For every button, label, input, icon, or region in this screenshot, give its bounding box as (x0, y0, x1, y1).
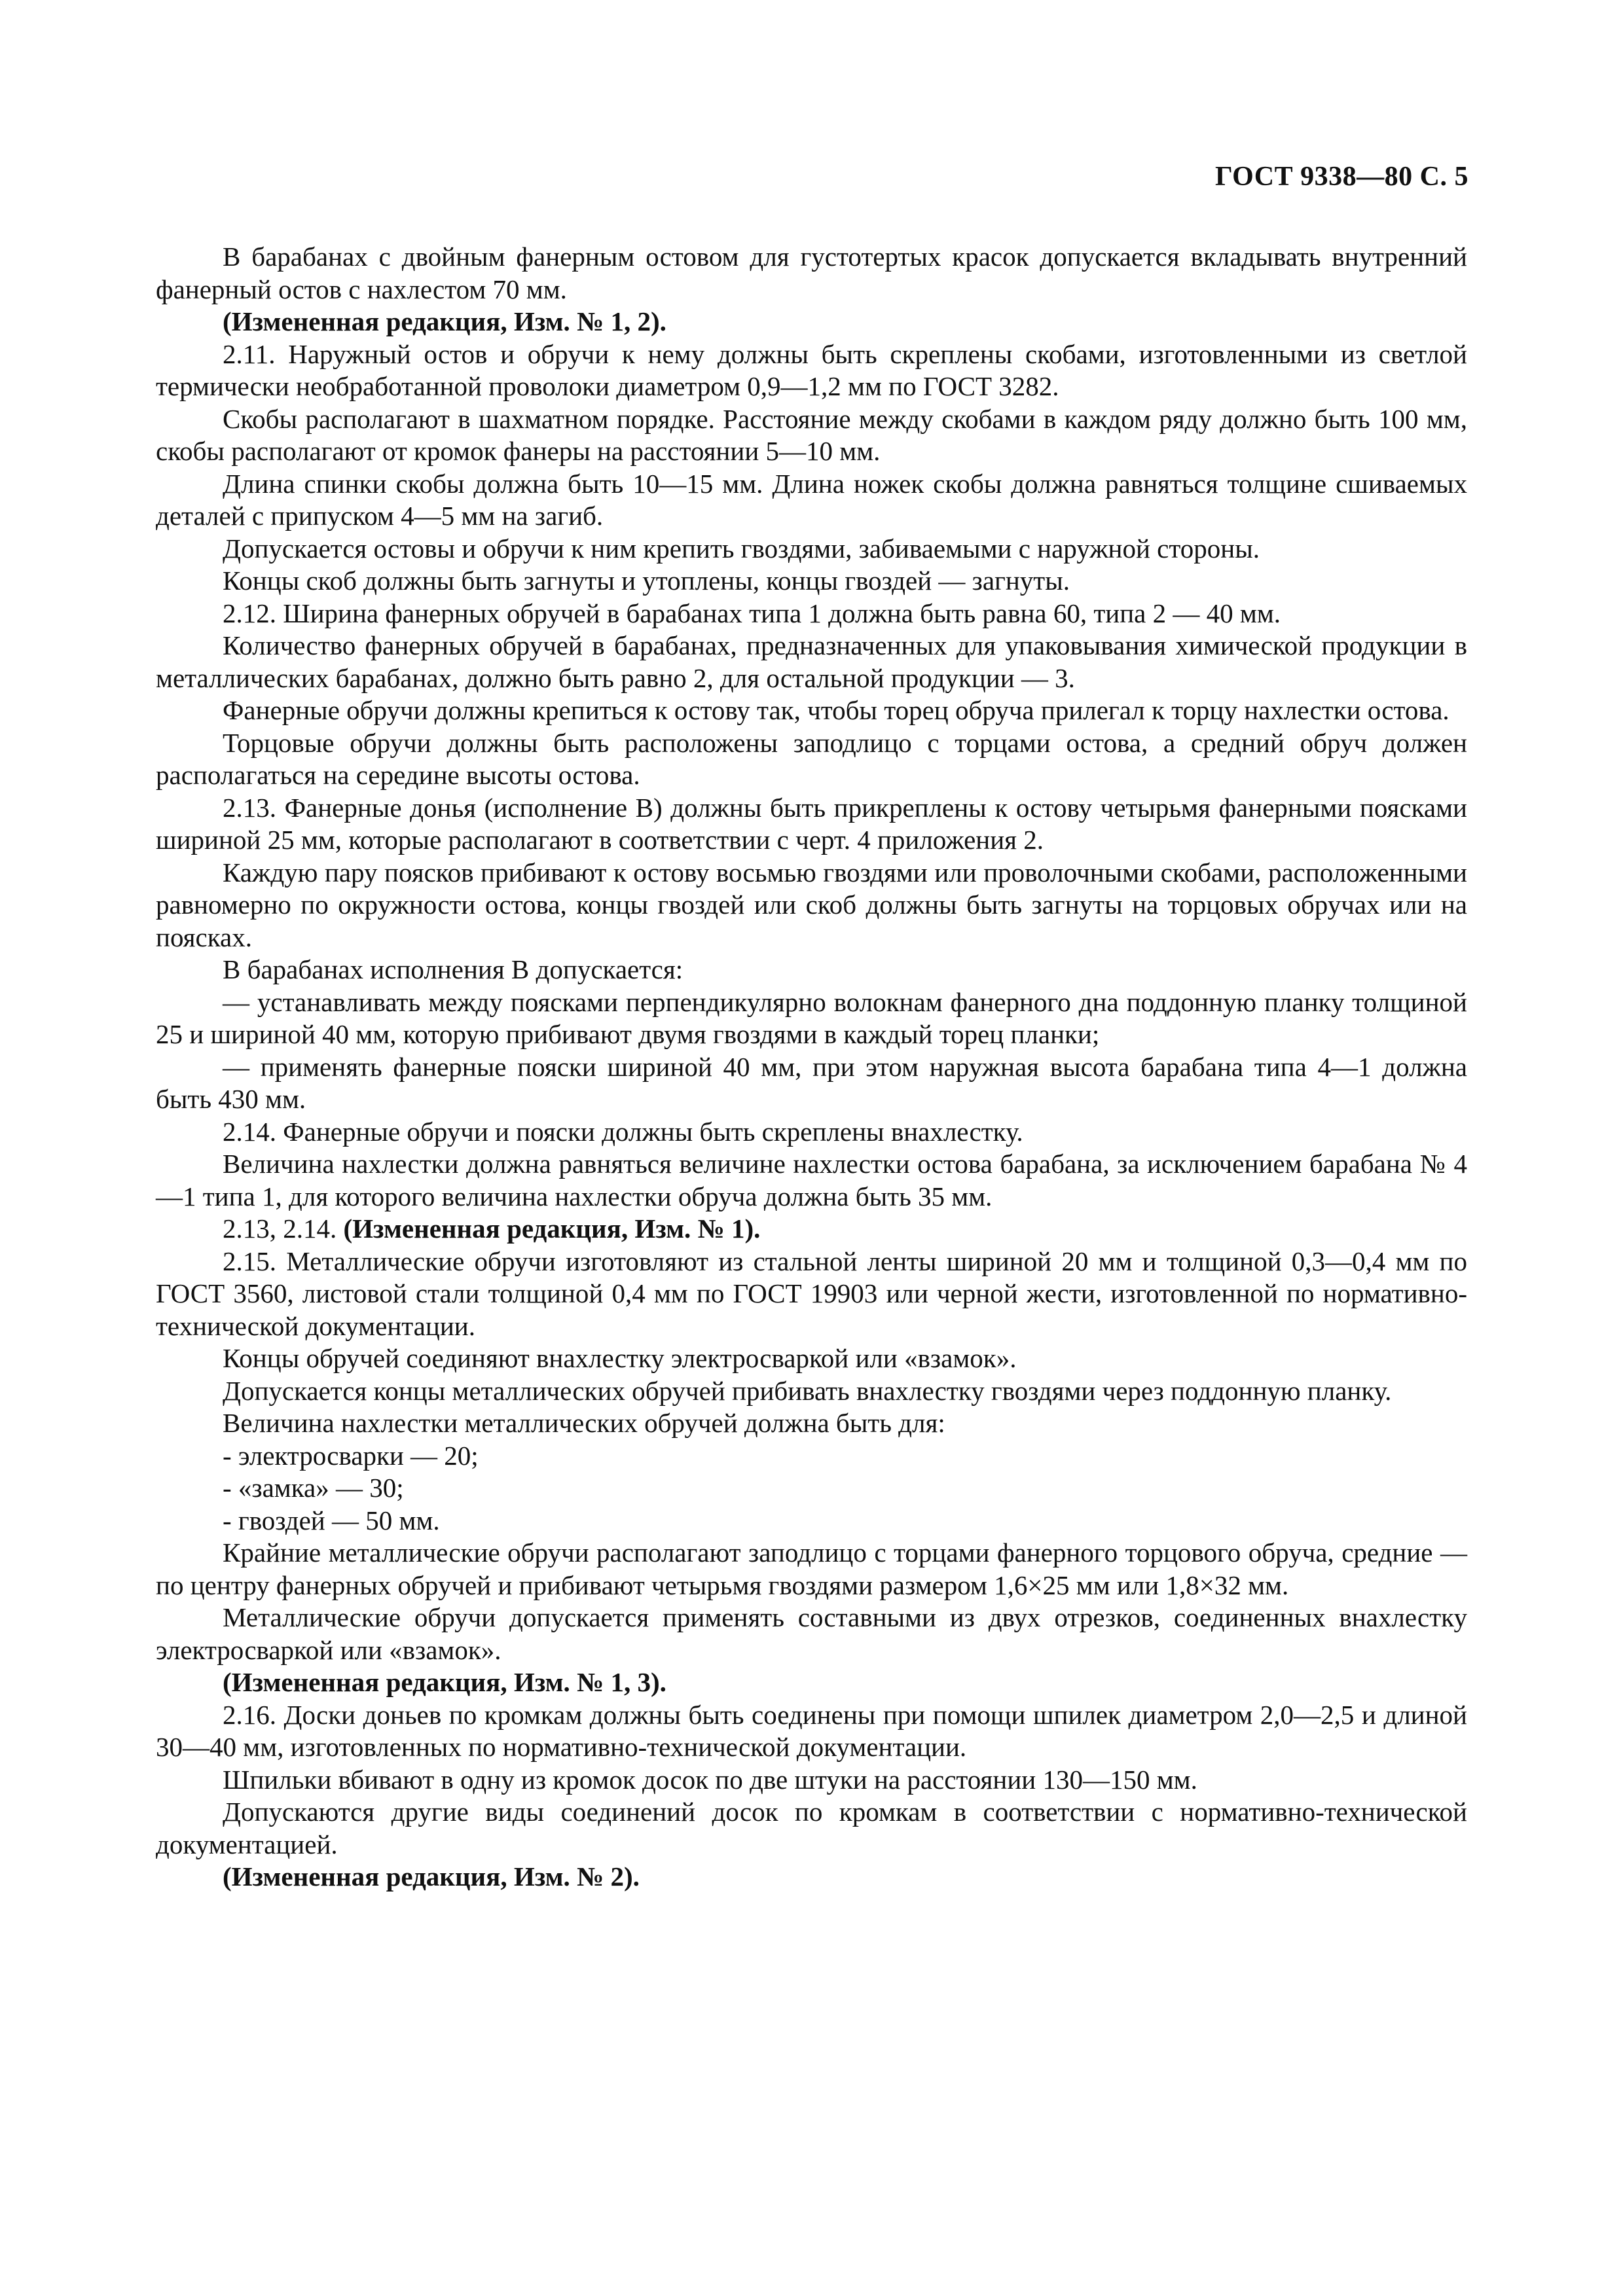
paragraph: Величина нахлестки должна равняться величине нахлестки остова барабана, за исключением барабана № 4—1 типа 1, для которого величина нахлестки обруча должна быть 35 мм. (156, 1149, 1467, 1211)
paragraph-2-15: 2.15. Металлические обручи изготовляют из стальной ленты шириной 20 мм и толщиной 0,3—0,4 мм по ГОСТ 3560, листовой стали толщиной 0,4 мм по ГОСТ 19903 или черной жести, изготовленной по нормативно-технической документации. (156, 1246, 1467, 1341)
paragraph: Допускаются другие виды соединений досок по кромкам в соответствии с нормативно-технической документацией. (156, 1797, 1467, 1859)
document-body (156, 241, 1467, 1893)
paragraph: В барабанах с двойным фанерным остовом для густотертых красок допускается вкладывать внутренний фанерный остов с нахлестом 70 мм. (156, 242, 1467, 304)
list-item: — устанавливать между поясками перпендикулярно волокнам фанерного дна поддонную планку толщиной 25 и шириной 40 мм, которую прибивают двумя гвоздями в каждый торец планки; (156, 986, 1467, 1049)
paragraph-2-11: 2.11. Наружный остов и обручи к нему должны быть скреплены скобами, изготовленными из светлой термически необработанной проволоки диаметром 0,9—1,2 мм по ГОСТ 3282. (156, 338, 1467, 401)
amendment-note: (Измененная редакция, Изм. № 1, 2). (223, 306, 666, 336)
paragraph: Количество фанерных обручей в барабанах, предназначенных для упаковывания химической продукции в металлических барабанах, должно быть равно 2, для остальной продукции — 3. (156, 630, 1467, 693)
paragraph-2-13: 2.13. Фанерные донья (исполнение В) должны быть прикреплены к остову четырьмя фанерными поясками шириной 25 мм, которые располагают в соответствии с черт. 4 приложения 2. (156, 792, 1467, 855)
amendment-prefix: 2.13, 2.14. (223, 1213, 344, 1244)
list-item: - электросварки — 20; (223, 1440, 479, 1471)
paragraph: Металлические обручи допускается применять составными из двух отрезков, соединенных внахлестку электросваркой или «взамок». (156, 1602, 1467, 1665)
amendment-note: (Измененная редакция, Изм. № 2). (223, 1861, 640, 1892)
list-item: — применять фанерные пояски шириной 40 мм, при этом наружная высота барабана типа 4—1 должна быть 430 мм. (156, 1051, 1467, 1114)
paragraph: Фанерные обручи должны крепиться к остову так, чтобы торец обруча прилегал к торцу нахлестки остова. (223, 695, 1450, 725)
paragraph: Торцовые обручи должны быть расположены заподлицо с торцами остова, а средний обруч должен располагаться на середине высоты остова. (156, 727, 1467, 790)
list-item: - гвоздей — 50 мм. (223, 1505, 440, 1535)
paragraph: Допускается концы металлических обручей прибивать внахлестку гвоздями через поддонную планку. (223, 1375, 1392, 1406)
paragraph: В барабанах исполнения В допускается: (223, 954, 684, 984)
amendment-note: (Измененная редакция, Изм. № 1, 3). (223, 1667, 666, 1697)
paragraph: Каждую пару поясков прибивают к остову восьмью гвоздями или проволочными скобами, расположенными равномерно по окружности остова, концы гвоздей или скоб должны быть загнуты на торцовых обручах или на поясках. (156, 857, 1467, 952)
paragraph-2-12: 2.12. Ширина фанерных обручей в барабанах типа 1 должна быть равна 60, типа 2 — 40 мм. (223, 598, 1281, 628)
paragraph: Длина спинки скобы должна быть 10—15 мм. Длина ножек скобы должна равняться толщине сшиваемых деталей с припуском 4—5 мм на загиб. (156, 468, 1467, 531)
paragraph: Величина нахлестки металлических обручей должна быть для: (223, 1408, 945, 1438)
paragraph: Крайние металлические обручи располагают заподлицо с торцами фанерного торцового обруча, средние — по центру фанерных обручей и прибивают четырьмя гвоздями размером 1,6×25 мм или 1,8×32 мм. (156, 1537, 1467, 1600)
paragraph-2-16: 2.16. Доски доньев по кромкам должны быть соединены при помощи шпилек диаметром 2,0—2,5 и длиной 30—40 мм, изготовленных по нормативно-технической документации. (156, 1699, 1467, 1762)
amendment-note (156, 1213, 1467, 1246)
paragraph: Шпильки вбивают в одну из кромок досок по две штуки на расстоянии 130—150 мм. (223, 1764, 1197, 1795)
paragraph-2-14: 2.14. Фанерные обручи и пояски должны быть скреплены внахлестку. (223, 1116, 1023, 1147)
amendment-bold: (Измененная редакция, Изм. № 1). (343, 1213, 761, 1244)
paragraph: Скобы располагают в шахматном порядке. Расстояние между скобами в каждом ряду должно быть 100 мм, скобы располагают от кромок фанеры на расстоянии 5—10 мм. (156, 403, 1467, 466)
list-item: - «замка» — 30; (223, 1473, 404, 1503)
paragraph: Концы обручей соединяют внахлестку электросваркой или «взамок». (223, 1343, 1017, 1373)
paragraph: Концы скоб должны быть загнуты и утоплены, концы гвоздей — загнуты. (223, 565, 1070, 596)
page-header: ГОСТ 9338—80 С. 5 (1214, 162, 1468, 192)
paragraph: Допускается остовы и обручи к ним крепить гвоздями, забиваемыми с наружной стороны. (223, 533, 1260, 564)
